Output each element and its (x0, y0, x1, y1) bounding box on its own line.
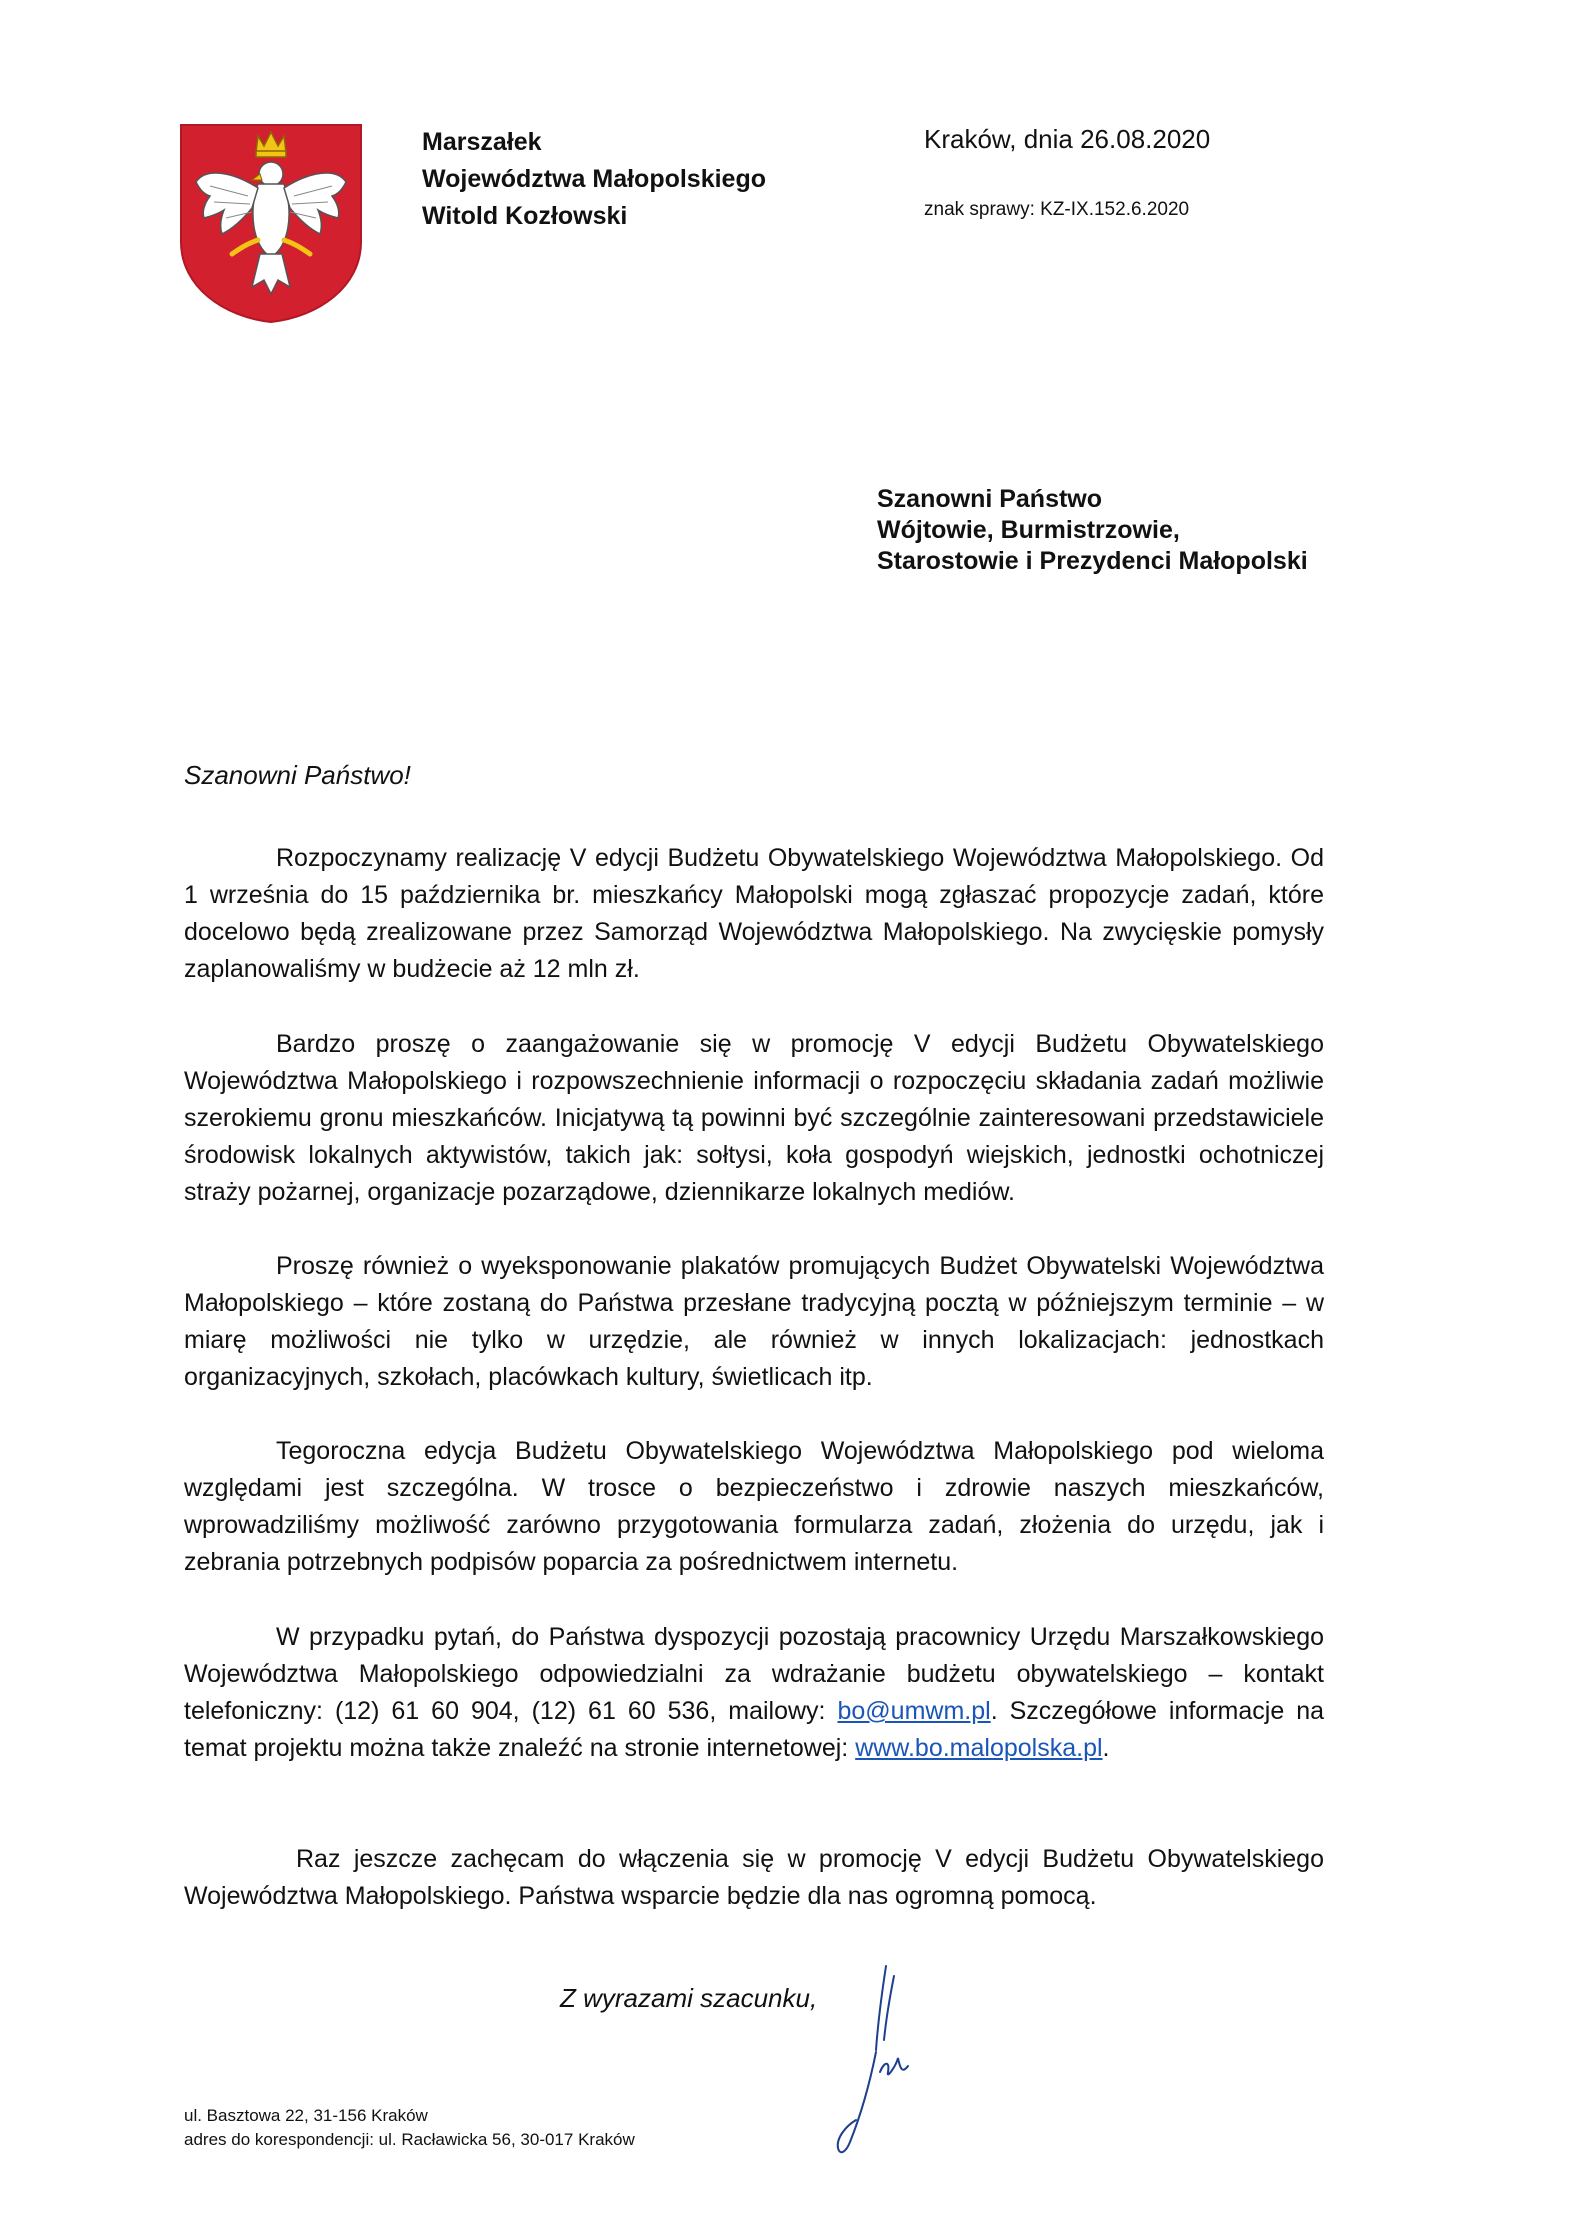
salutation: Szanowni Państwo! (184, 760, 411, 790)
recipient-line-3: Starostowie i Prezydenci Małopolski (877, 547, 1308, 575)
paragraph-2 (184, 1026, 1324, 1211)
sender-title: Marszałek (422, 128, 542, 156)
paragraph-5-text-c: . (1102, 1734, 1110, 1762)
sender-office: Województwa Małopolskiego (422, 165, 767, 193)
paragraph-1-text: Rozpoczynamy realizację V edycji Budżetu Obywatelskiego Województwa Małopolskiego. Od 1 września do 15 października br. mieszkańcy Małopolski mogą zgłaszać propozycje zadań, które docelowo będą zrealizowane przez Samorząd Województwa Małopolskiego. Na zwycięskie pomysły zaplanowaliśmy w budżecie aż 12 mln zł. (184, 844, 1324, 983)
paragraph-5-text-b: . Szczegółowe informacje na temat projektu można także znaleźć na stronie internetowej: (184, 1697, 1325, 1762)
coat-of-arms-icon (178, 122, 364, 325)
sender-block (422, 124, 766, 235)
website-link[interactable]: www.bo.malopolska.pl (855, 1734, 1103, 1762)
paragraph-3-text: Proszę również o wyeksponowanie plakatów promujących Budżet Obywatelski Województwa Małopolskiego – które zostaną do Państwa przesłane tradycyjną pocztą w późniejszym terminie – w miarę możliwości nie tylko w urzędzie, ale również w innych lokalizacjach: jednostkach organizacyjnych, szkołach, placówkach kultury, świetlicach itp. (184, 1252, 1324, 1391)
paragraph-2-text: Bardzo proszę o zaangażowanie się w promocję V edycji Budżetu Obywatelskiego Województwa Małopolskiego i rozpowszechnienie informacji o rozpoczęciu składania zadań możliwie szerokiemu gronu mieszkańców. Inicjatywą tą powinni być szczególnie zainteresowani przedstawiciele środowisk lokalnych aktywistów, takich jak: sołtysi, koła gospodyń wiejskich, jednostki ochotniczej straży pożarnej, organizacje pozarządowe, dziennikarze lokalnych mediów. (184, 1030, 1324, 1206)
paragraph-3 (184, 1248, 1324, 1396)
footer-address: ul. Basztowa 22, 31-156 Kraków (184, 2106, 428, 2125)
place-date: Kraków, dnia 26.08.2020 (924, 124, 1211, 154)
paragraph-5 (184, 1619, 1324, 1767)
paragraph-4-text: Tegoroczna edycja Budżetu Obywatelskiego Województwa Małopolskiego pod wieloma względami jest szczególna. W trosce o bezpieczeństwo i zdrowie naszych mieszkańców, wprowadziliśmy możliwość zarówno przygotowania formularza zadań, złożenia do urzędu, jak i zebrania potrzebnych podpisów poparcia za pośrednictwem internetu. (184, 1437, 1324, 1576)
paragraph-4 (184, 1433, 1324, 1581)
footer (184, 2104, 635, 2152)
signature-icon (826, 1962, 926, 2162)
recipient-block (877, 484, 1308, 577)
paragraph-5-text-a: W przypadku pytań, do Państwa dyspozycji pozostają pracownicy Urzędu Marszałkowskiego Województwa Małopolskiego odpowiedzialni za wdrażanie budżetu obywatelskiego – kontakt telefoniczny: (12) 61 60 904, (12) 61 60 536, mailowy: (184, 1623, 1324, 1725)
paragraph-6 (184, 1841, 1324, 1915)
paragraph-6-text: Raz jeszcze zachęcam do włączenia się w promocję V edycji Budżetu Obywatelskiego Województwa Małopolskiego. Państwa wsparcie będzie dla nas ogromną pomocą. (184, 1845, 1324, 1910)
email-link[interactable]: bo@umwm.pl (837, 1697, 991, 1725)
closing-phrase: Z wyrazami szacunku, (560, 1983, 818, 2013)
case-reference: znak sprawy: KZ-IX.152.6.2020 (924, 199, 1190, 220)
footer-correspondence-address: adres do korespondencji: ul. Racławicka 56, 30-017 Kraków (184, 2130, 635, 2149)
paragraph-1 (184, 840, 1324, 988)
recipient-line-1: Szanowni Państwo (877, 485, 1103, 513)
recipient-line-2: Wójtowie, Burmistrzowie, (877, 516, 1180, 544)
sender-name: Witold Kozłowski (422, 202, 628, 230)
